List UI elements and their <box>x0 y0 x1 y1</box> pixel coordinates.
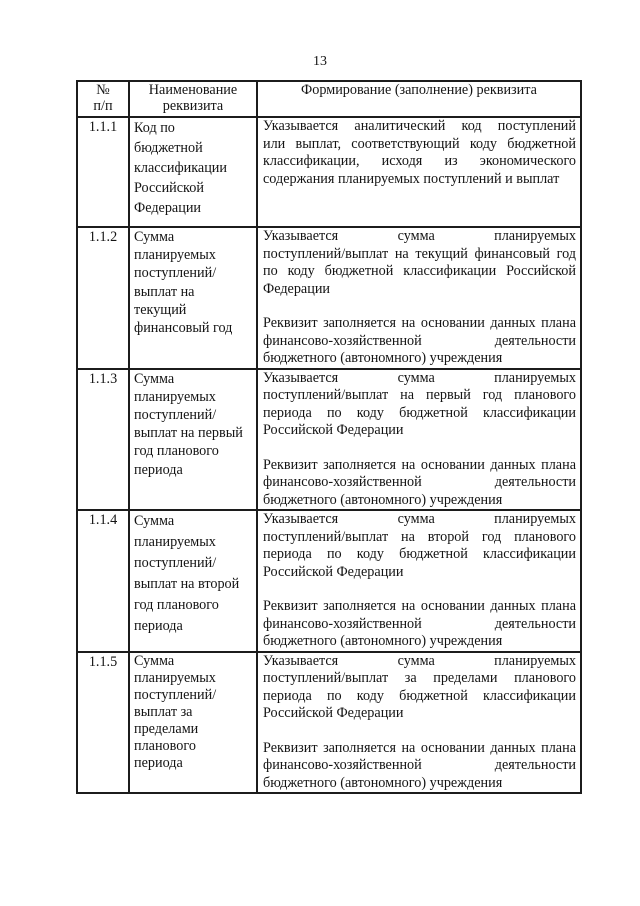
description-line: периода по коду бюджетной классификации <box>263 687 576 704</box>
requisite-name-line: поступлений/ <box>134 265 217 282</box>
description-line: поступлений/выплат на первый год планового <box>263 387 576 403</box>
header-name-line: Наименование <box>148 82 238 98</box>
table-row <box>77 117 581 227</box>
requisite-description <box>257 652 581 794</box>
header-name-line: реквизита <box>162 98 224 114</box>
header-number <box>77 81 129 117</box>
row-number: 1.1.2 <box>77 227 129 369</box>
description-note-line: Реквизит заполняется на основании данных плана <box>263 598 576 614</box>
requisite-name-line: периода <box>134 618 183 634</box>
header-name <box>129 81 257 117</box>
description-line: Указывается сумма планируемых <box>263 652 576 669</box>
table-row <box>77 227 581 369</box>
requisite-name-line: планируемых <box>134 247 216 264</box>
description-note-line: финансово-хозяйственной деятельности <box>263 757 576 773</box>
requisite-name-line: планируемых <box>134 534 216 550</box>
row-number: 1.1.5 <box>77 652 129 794</box>
table-row <box>77 652 581 794</box>
requisite-name-line: классификации <box>134 160 227 176</box>
requisite-name-line: Сумма <box>134 652 175 669</box>
requisite-name-line: планового <box>134 737 196 754</box>
requisite-name-line: периода <box>134 754 183 771</box>
description-note-line: Реквизит заполняется на основании данных плана <box>263 739 576 756</box>
requisite-name-line: текущий <box>134 301 187 318</box>
requisite-name <box>129 117 257 227</box>
requisite-name-line: периода <box>134 461 183 478</box>
requisite-name-line: Код по <box>134 120 175 136</box>
description-note-line: финансово-хозяйственной деятельности <box>263 615 576 632</box>
description-note-line: бюджетного (автономного) учреждения <box>263 633 503 649</box>
table-body <box>77 117 581 793</box>
description-line: поступлений/выплат на текущий финансовый год <box>263 245 576 262</box>
requisite-name-line: выплат за <box>134 703 193 720</box>
requisite-name-line: планируемых <box>134 669 216 686</box>
requisite-name <box>129 510 257 652</box>
description-note-line: бюджетного (автономного) учреждения <box>263 774 503 791</box>
description-note-line: бюджетного (автономного) учреждения <box>263 350 503 366</box>
description-line: поступлений/выплат на второй год планового <box>263 528 576 545</box>
requisite-name-line: пределами <box>134 720 199 737</box>
table-header-row <box>77 81 581 117</box>
description-line: периода по коду бюджетной классификации <box>263 404 576 421</box>
header-number-line: п/п <box>93 98 113 114</box>
description-line: Указывается сумма планируемых <box>263 511 576 527</box>
requisite-name-line: Российской <box>134 180 204 196</box>
row-number: 1.1.3 <box>77 369 129 511</box>
description-line: периода по коду бюджетной классификации <box>263 546 576 562</box>
row-number: 1.1.1 <box>77 117 129 227</box>
requisite-description <box>257 227 581 369</box>
requisite-description <box>257 117 581 227</box>
requisite-name-line: планируемых <box>134 388 216 405</box>
description-line: Федерации <box>263 280 331 297</box>
description-line: Указывается аналитический код поступлений <box>263 118 576 134</box>
requisite-name-line: Сумма <box>134 513 175 529</box>
paragraph-gap <box>263 298 576 315</box>
header-number-line: № <box>96 82 110 98</box>
description-line: классификации, исходя из экономического <box>263 153 576 169</box>
requisite-description <box>257 369 581 511</box>
header-description <box>257 81 581 117</box>
description-line: Указывается сумма планируемых <box>263 369 576 386</box>
requisite-name <box>129 227 257 369</box>
requisite-name-line: год планового <box>134 597 219 613</box>
requisite-name-line: Сумма <box>134 370 175 387</box>
requisite-name-line: поступлений/ <box>134 555 217 571</box>
requisite-name <box>129 369 257 511</box>
requisite-name <box>129 652 257 794</box>
requisite-name-line: год планового <box>134 443 219 460</box>
requisite-name-line: выплат на <box>134 283 195 300</box>
requisite-description <box>257 510 581 652</box>
page-number: 13 <box>313 54 327 69</box>
header-description-text: Формирование (заполнение) реквизита <box>301 82 537 98</box>
description-note-line: финансово-хозяйственной деятельности <box>263 332 576 349</box>
description-line: Российской Федерации <box>263 705 404 721</box>
table-row <box>77 369 581 511</box>
description-line: Российской Федерации <box>263 422 404 438</box>
requisite-name-line: выплат на первый <box>134 425 243 442</box>
description-line: содержания планируемых поступлений и выплат <box>263 170 560 187</box>
description-line: или выплат, соответствующий коду бюджетной <box>263 135 576 152</box>
paragraph-gap <box>263 440 576 457</box>
description-note-line: Реквизит заполняется на основании данных плана <box>263 315 576 331</box>
description-line: по коду бюджетной классификации Российской <box>263 263 576 279</box>
requisite-name-line: поступлений/ <box>134 686 217 703</box>
table-row <box>77 510 581 652</box>
requisite-name-line: финансовый год <box>134 320 233 337</box>
description-note-line: Реквизит заполняется на основании данных плана <box>263 456 576 473</box>
description-line: Указывается сумма планируемых <box>263 228 576 244</box>
description-line: поступлений/выплат за пределами планового <box>263 670 576 686</box>
requisite-name-line: Сумма <box>134 229 175 245</box>
requisites-table <box>76 80 582 794</box>
requisite-name-line: бюджетной <box>134 140 203 156</box>
requisite-name-line: поступлений/ <box>134 406 217 423</box>
paragraph-gap <box>263 723 576 740</box>
description-line: Российской Федерации <box>263 563 404 580</box>
requisite-name-line: выплат на второй <box>134 576 240 592</box>
description-note-line: бюджетного (автономного) учреждения <box>263 491 503 508</box>
paragraph-gap <box>263 581 576 598</box>
row-number: 1.1.4 <box>77 510 129 652</box>
description-note-line: финансово-хозяйственной деятельности <box>263 474 576 490</box>
requisite-name-line: Федерации <box>134 200 202 216</box>
